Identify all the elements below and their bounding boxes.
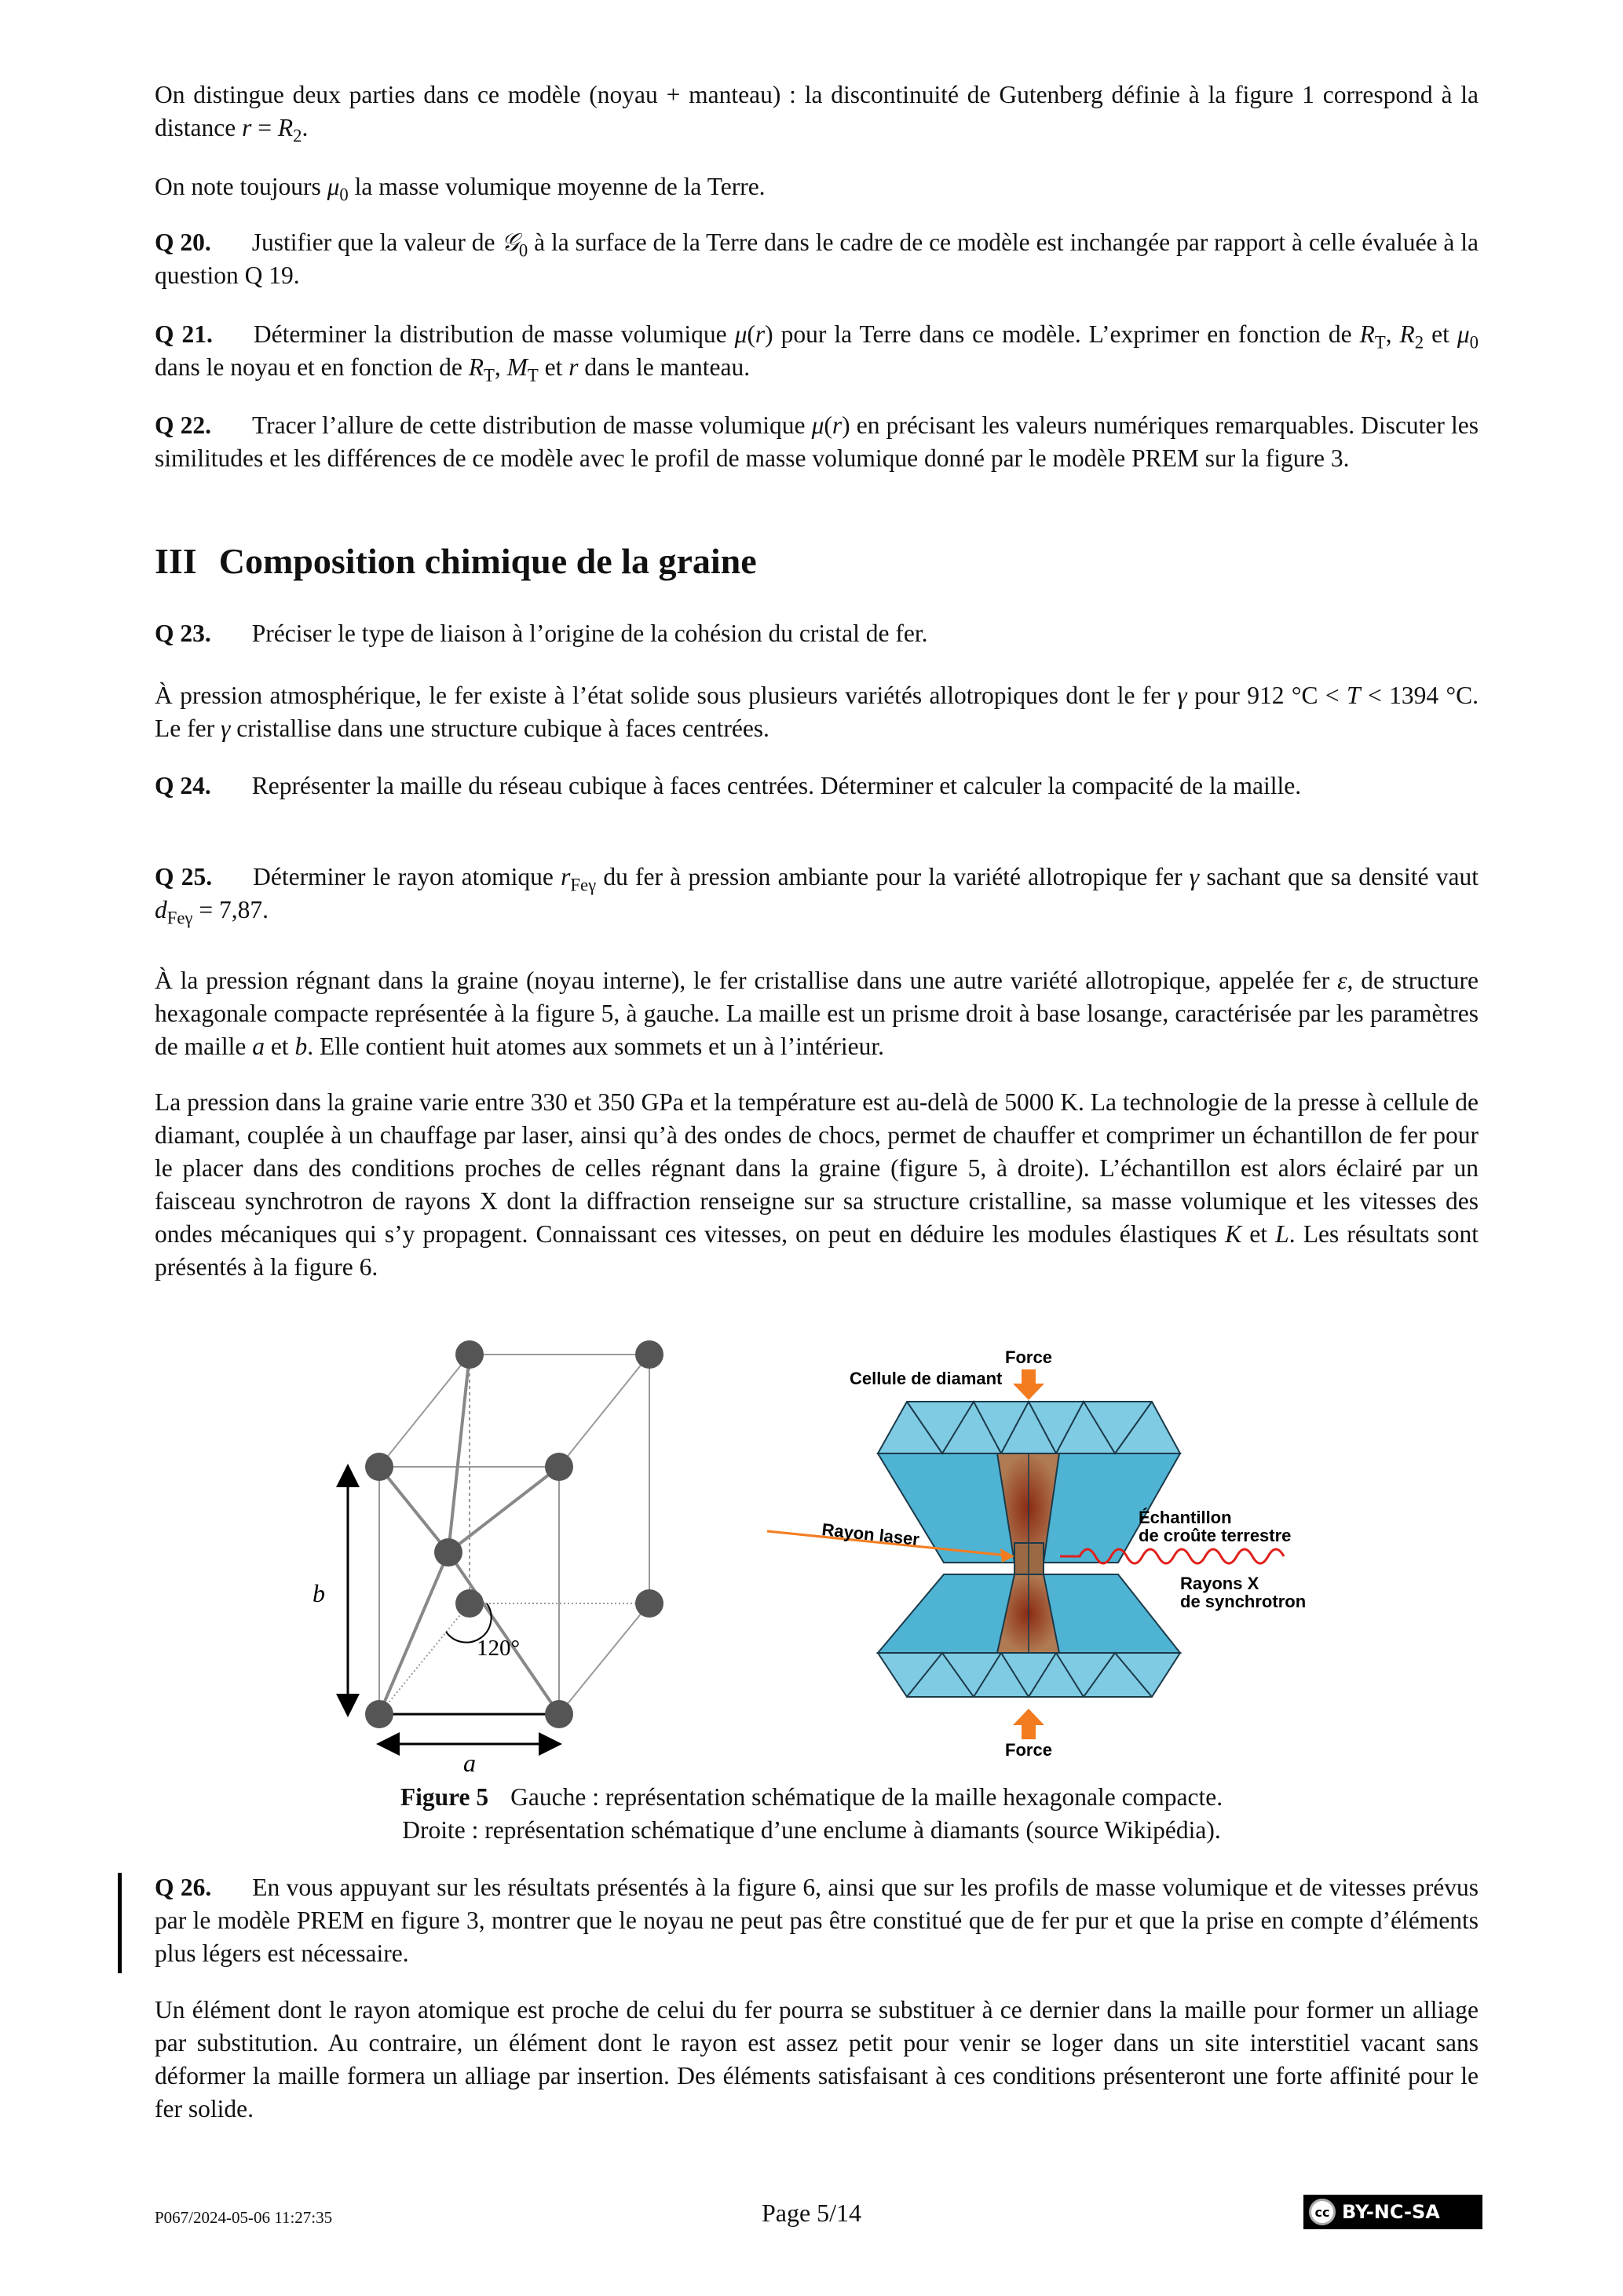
math-variable: d — [155, 896, 167, 923]
math-variable: μ — [1457, 320, 1470, 348]
math-variable: R — [1399, 320, 1415, 348]
math-variable: L — [1275, 1220, 1289, 1248]
text: dans le noyau et en fonction de — [155, 353, 469, 381]
math-variable: a — [252, 1033, 265, 1060]
math-subscript: Feγ — [570, 875, 597, 895]
atom — [455, 1340, 484, 1369]
math-variable: γ — [220, 715, 231, 742]
text: On note toujours — [155, 173, 327, 200]
license-text: BY-NC-SA — [1342, 2201, 1440, 2223]
text: à la surface de la Terre dans le cadre de ce modèle est inchangée par rapport à celle évaluée à la question Q 19. — [155, 229, 1479, 289]
atom — [434, 1538, 462, 1567]
atom — [635, 1340, 663, 1369]
question-label: Q 21. — [155, 320, 213, 348]
math-subscript: 0 — [518, 240, 528, 261]
math-subscript: 0 — [339, 185, 349, 205]
caption-line-2: Droite : représentation schématique d’une enclume à diamants (source Wikipédia). — [402, 1816, 1221, 1844]
change-bar — [118, 1873, 122, 1973]
math-subscript: 2 — [293, 126, 302, 146]
question-label: Q 26. — [155, 1874, 212, 1901]
section-title: Composition chimique de la graine — [218, 541, 757, 581]
text: La pression dans la graine varie entre 330 et 350 GPa et la température est au-delà de 5000 K. La technologie de la presse à cellule de diamant, couplée à un chauffage par laser, ainsi qu’à des ondes de chocs, permet de chauffer et comprimer un échantillon de fer pour le placer dans des conditions proches de celles régnant dans la graine (figure 5, à droite). L’échantillon est alors éclairé par un faisceau synchrotron de rayons X dont la diffraction renseigne sur sa structure cristalline, sa masse volumique et les vitesses des ondes mécaniques qui s’y propagent. Connaissant ces vitesses, on peut en déduire les modules élastiques — [155, 1088, 1479, 1248]
question-26 — [155, 1871, 1479, 1970]
force-top-label: Force — [1005, 1347, 1052, 1367]
math-variable: R — [277, 114, 294, 141]
atom — [365, 1453, 393, 1481]
math-variable: r — [561, 863, 571, 890]
text: ) en précisant les valeurs numériques remarquables. Discuter les similitudes et les différences de ce modèle avec le profil de masse volumique donné par le modèle PREM sur la figure 3. — [155, 411, 1479, 472]
text: À la pression régnant dans la graine (noyau interne), le fer cristallise dans une autre variété allotropique, appelée fer — [155, 967, 1338, 994]
text: du fer à pression ambiante pour la variété allotropique fer — [596, 863, 1190, 890]
cell-label: Cellule de diamant — [850, 1369, 1003, 1388]
math-variable: r — [242, 114, 252, 141]
force-bottom-label: Force — [1005, 1740, 1052, 1760]
math-variable: γ — [1189, 863, 1200, 890]
text: . Elle contient huit atomes aux sommets et un à l’intérieur. — [307, 1033, 885, 1060]
math-subscript: Feγ — [166, 908, 193, 928]
section-number: III — [155, 541, 197, 581]
text: la masse volumique moyenne de la Terre. — [348, 173, 766, 200]
text: , — [494, 353, 507, 381]
text: cristallise dans une structure cubique à faces centrées. — [230, 715, 769, 742]
b-label: b — [313, 1579, 325, 1607]
cc-icon: cc — [1309, 2199, 1336, 2225]
question-label: Q 23. — [155, 620, 211, 647]
text: ( — [824, 411, 832, 439]
math-variable: μ — [327, 173, 340, 200]
math-variable: M — [506, 353, 528, 381]
math-variable: μ — [811, 411, 824, 439]
text: < 1394 °C. Le fer — [155, 682, 1479, 742]
xray-label-1: Rayons X — [1180, 1574, 1259, 1593]
text: ( — [747, 320, 755, 348]
math-subscript: 2 — [1414, 332, 1424, 353]
math-subscript: T — [484, 365, 495, 386]
atom — [455, 1589, 484, 1618]
text: et — [264, 1033, 295, 1060]
math-variable: r — [755, 320, 766, 348]
text: et — [538, 353, 569, 381]
sample-label-1: Échantillon — [1139, 1508, 1232, 1527]
text: et — [1241, 1220, 1276, 1248]
figure-5-caption — [0, 1781, 1623, 1847]
math-variable: 𝒢 — [501, 229, 519, 256]
text: , — [1385, 320, 1400, 348]
angle-label: 120° — [477, 1636, 521, 1661]
text: pour 912 °C < — [1186, 682, 1347, 709]
question-label: Q 25. — [155, 863, 213, 890]
text: Justifier que la valeur de — [251, 229, 502, 256]
text: , de structure hexagonale compacte représentée à la figure 5, à gauche. La maille est un prisme droit à base losange, caractérisée par les paramètres de maille — [155, 967, 1479, 1060]
text: et — [1424, 320, 1457, 348]
math-variable: T — [1347, 682, 1361, 709]
math-variable: R — [1359, 320, 1375, 348]
laser-label: Rayon laser — [821, 1519, 921, 1550]
atom — [545, 1453, 573, 1481]
diamond-anvil-cell — [767, 1347, 1306, 1760]
license-badge — [1303, 2195, 1482, 2229]
text: Préciser le type de liaison à l’origine de la cohésion du cristal de fer. — [251, 620, 928, 647]
math-subscript: T — [527, 365, 539, 386]
math-variable: r — [568, 353, 579, 381]
atom — [365, 1700, 393, 1728]
caption-line-1: Gauche : représentation schématique de la maille hexagonale compacte. — [510, 1783, 1223, 1811]
text: À pression atmosphérique, le fer existe à l’état solide sous plusieurs variétés allotropiques dont le fer — [155, 682, 1178, 709]
math-subscript: 0 — [1469, 332, 1479, 353]
hcp-unit-cell — [313, 1340, 663, 1777]
page-number: Page 5/14 — [761, 2199, 862, 2227]
math-variable: b — [294, 1033, 308, 1060]
text: ) pour la Terre dans ce modèle. L’exprimer en fonction de — [765, 320, 1360, 348]
question-label: Q 20. — [155, 229, 211, 256]
math-variable: r — [832, 411, 843, 439]
math-subscript: T — [1374, 332, 1386, 353]
text: Tracer l’allure de cette distribution de masse volumique — [251, 411, 812, 439]
math-variable: R — [468, 353, 484, 381]
text: = 7,87. — [192, 896, 269, 923]
text: Déterminer la distribution de masse volumique — [253, 320, 735, 348]
text: . Les résultats sont présentés à la figure 6. — [155, 1220, 1479, 1281]
math-variable: γ — [1177, 682, 1187, 709]
math-variable: ε — [1337, 967, 1347, 994]
text: En vous appuyant sur les résultats présentés à la figure 6, ainsi que sur les profils de masse volumique et de vitesses prévus par le modèle PREM en figure 3, montrer que le noyau ne peut pas être constitué que de fer pur et que la prise en compte d’éléments plus légers est nécessaire. — [155, 1874, 1479, 1967]
caption-label: Figure 5 — [400, 1783, 489, 1811]
text: sachant que sa densité vaut — [1199, 863, 1479, 890]
text: On distingue deux parties dans ce modèle (noyau + manteau) : la discontinuité de Gutenberg définie à la figure 1 correspond à la distance — [155, 81, 1479, 141]
document-id: P067/2024-05-06 11:27:35 — [155, 2208, 333, 2227]
question-label: Q 22. — [155, 411, 211, 439]
text: . — [302, 114, 309, 141]
alloy-paragraph — [155, 1994, 1479, 2126]
text: Un élément dont le rayon atomique est proche de celui du fer pourra se substituer à ce dernier dans la maille pour former un alliage par substitution. Au contraire, un élément dont le rayon est assez petit pour venir se loger dans un site interstitiel vacant sans déformer la maille formera un alliage par insertion. Des éléments satisfaisant à ces conditions présenteront une forte affinité pour le fer solide. — [155, 1996, 1479, 2122]
question-label: Q 24. — [155, 772, 211, 799]
math-variable: μ — [734, 320, 748, 348]
text: Déterminer le rayon atomique — [253, 863, 561, 890]
atom — [545, 1700, 573, 1728]
sample-label-2: de croûte terrestre — [1139, 1526, 1292, 1545]
text: = — [251, 114, 278, 141]
text: Représenter la maille du réseau cubique à faces centrées. Déterminer et calculer la compacité de la maille. — [251, 772, 1302, 799]
atom — [635, 1589, 663, 1618]
a-label: a — [463, 1749, 476, 1777]
math-variable: K — [1225, 1220, 1242, 1248]
text: dans le manteau. — [578, 353, 751, 381]
xray-label-2: de synchrotron — [1180, 1592, 1307, 1611]
